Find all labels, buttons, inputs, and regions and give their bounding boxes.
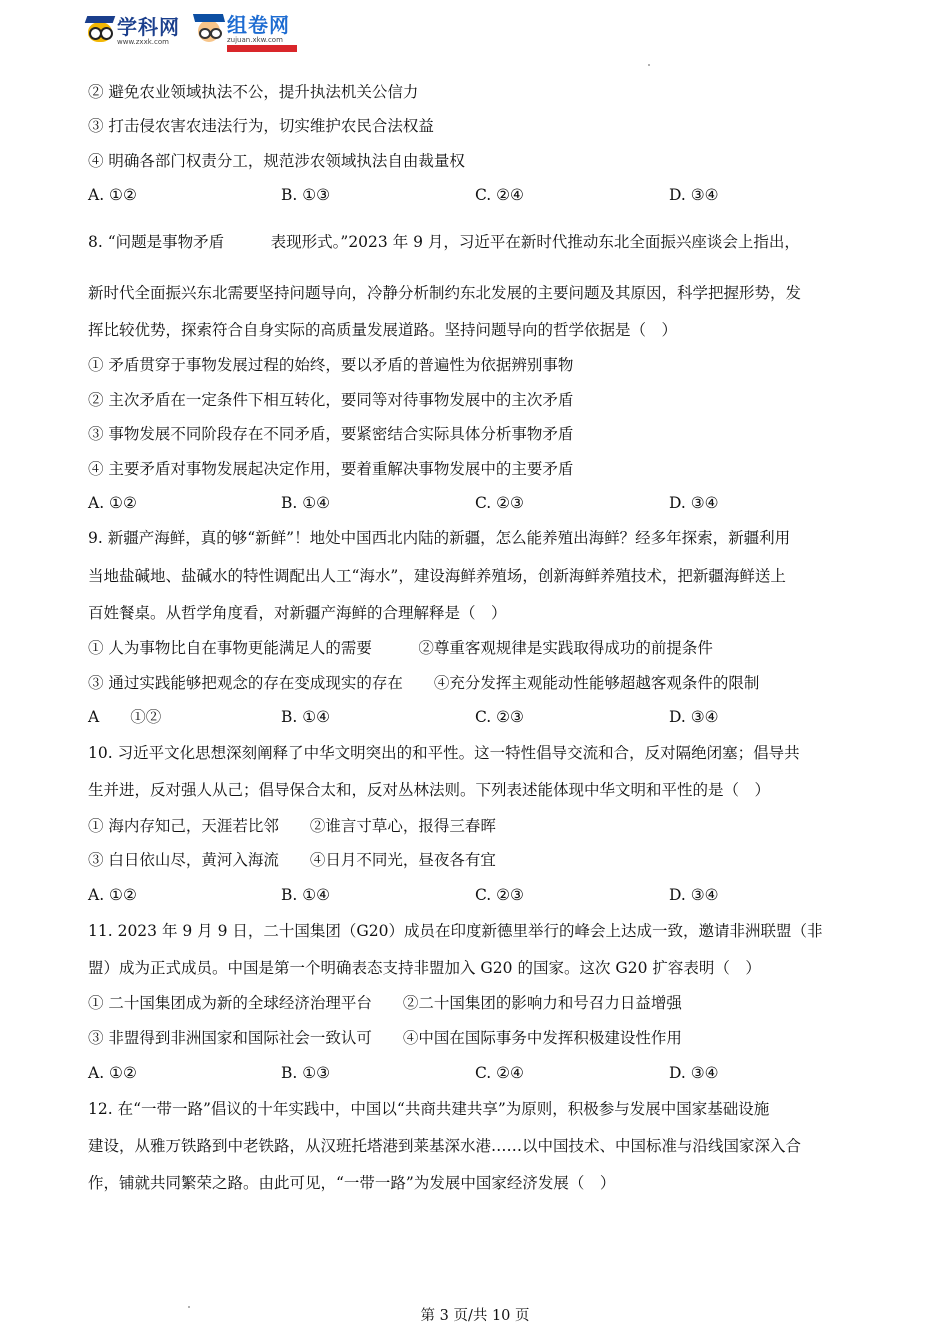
answer-c: C. ②③ (475, 886, 524, 904)
answer-options-q7 (88, 184, 864, 206)
page-header (86, 14, 346, 54)
answer-d: D. ③④ (669, 494, 719, 512)
question-text: 12. 在“一带一路”倡议的十年实践中，中国以“共商共建共享”为原则，积极参与发展中国家基础设施 (88, 1100, 770, 1118)
option-line: ① 二十国集团成为新的全球经济治理平台 ②二十国集团的影响力和号召力日益增强 (88, 994, 682, 1012)
zujuan-brand-url: zujuan.xkw.com (227, 36, 283, 44)
kid-mascot-icon (194, 14, 224, 48)
option-line: ④ 明确各部门权责分工，规范涉农领域执法自由裁量权 (88, 152, 465, 170)
answer-b: B. ①③ (281, 186, 331, 204)
zujuan-red-bar (227, 45, 297, 52)
option-line: ② 主次矛盾在一定条件下相互转化，要同等对待事物发展中的主次矛盾 (88, 391, 574, 409)
option-line: ① 矛盾贯穿于事物发展过程的始终，要以矛盾的普遍性为依据辨别事物 (88, 356, 574, 374)
answer-a: A. ①② (88, 494, 137, 512)
question-text: 9. 新疆产海鲜，真的够“新鲜”！地处中国西北内陆的新疆，怎么能养殖出海鲜？经多年探索，新疆利用 (88, 529, 791, 547)
option-line: ① 海内存知己，天涯若比邻 ②谁言寸草心，报得三春晖 (88, 817, 496, 835)
question-text: 挥比较优势，探索符合自身实际的高质量发展道路。坚持问题导向的哲学依据是（ ） (88, 321, 678, 339)
owl-mascot-icon (86, 16, 114, 44)
answer-options-q9 (88, 706, 864, 728)
question-text: 作，铺就共同繁荣之路。由此可见，“一带一路”为发展中国家经济发展（ ） (88, 1174, 616, 1192)
option-line: ① 人为事物比自在事物更能满足人的需要 ②尊重客观规律是实践取得成功的前提条件 (88, 639, 713, 657)
question-text: 新时代全面振兴东北需要坚持问题导向，冷静分析制约东北发展的主要问题及其原因，科学把握形势，发 (88, 284, 802, 302)
answer-d: D. ③④ (669, 886, 719, 904)
answer-a: A. ①② (88, 886, 137, 904)
option-line: ③ 打击侵农害农违法行为，切实维护农民合法权益 (88, 117, 434, 135)
answer-d: D. ③④ (669, 1064, 719, 1082)
answer-a: A. ①② (88, 1064, 137, 1082)
question-text: 建设，从雅万铁路到中老铁路，从汉班托塔港到莱基深水港……以中国技术、中国标准与沿线国家深入合 (88, 1137, 802, 1155)
scan-dot (648, 64, 650, 66)
question-text: 10. 习近平文化思想深刻阐释了中华文明突出的和平性。这一特性倡导交流和合，反对隔绝闭塞；倡导共 (88, 744, 800, 762)
xkw-logo (86, 16, 180, 47)
zujuan-logo (194, 14, 297, 52)
option-line: ② 避免农业领域执法不公，提升执法机关公信力 (88, 83, 419, 101)
question-text: 11. 2023 年 9 月 9 日，二十国集团（G20）成员在印度新德里举行的峰会上达成一致，邀请非洲联盟（非 (88, 922, 823, 940)
xkw-brand-url: www.zxxk.com (117, 38, 169, 46)
xkw-brand-name: 学科网 (117, 15, 180, 39)
answer-options-q11 (88, 1062, 864, 1084)
answer-b: B. ①④ (281, 886, 331, 904)
answer-options-q10 (88, 884, 864, 906)
page-number: 第 3 页/共 10 页 (420, 1308, 530, 1324)
option-line: ③ 通过实践能够把观念的存在变成现实的存在 ④充分发挥主观能动性能够超越客观条件的限制 (88, 674, 760, 692)
option-line: ③ 事物发展不同阶段存在不同矛盾，要紧密结合实际具体分析事物矛盾 (88, 425, 574, 443)
answer-d: D. ③④ (669, 708, 719, 726)
answer-c: C. ②③ (475, 494, 524, 512)
option-line: ③ 非盟得到非洲国家和国际社会一致认可 ④中国在国际事务中发挥积极建设性作用 (88, 1029, 682, 1047)
question-text: 百姓餐桌。从哲学角度看，对新疆产海鲜的合理解释是（ ） (88, 604, 507, 622)
answer-a: A. ①② (88, 186, 137, 204)
option-line: ④ 主要矛盾对事物发展起决定作用，要着重解决事物发展中的主要矛盾 (88, 460, 574, 478)
answer-d: D. ③④ (669, 186, 719, 204)
question-text: 盟）成为正式成员。中国是第一个明确表态支持非盟加入 G20 的国家。这次 G20 扩容表明（ ） (88, 959, 761, 977)
answer-c: C. ②④ (475, 186, 524, 204)
option-line: ③ 白日依山尽，黄河入海流 ④日月不同光，昼夜各有宜 (88, 851, 496, 869)
answer-b: B. ①④ (281, 708, 331, 726)
answer-b: B. ①④ (281, 494, 331, 512)
question-text: 生并进，反对强人从己；倡导保合太和，反对丛林法则。下列表述能体现中华文明和平性的是（ ） (88, 781, 771, 799)
answer-b: B. ①③ (281, 1064, 331, 1082)
question-text: 8. “问题是事物矛盾 表现形式。”2023 年 9 月，习近平在新时代推动东北全面振兴座谈会上指出， (88, 233, 800, 251)
answer-c: C. ②③ (475, 708, 524, 726)
answer-a: A ①② (88, 708, 162, 726)
answer-options-q8 (88, 492, 864, 514)
question-text: 当地盐碱地、盐碱水的特性调配出人工“海水”，建设海鲜养殖场，创新海鲜养殖技术，把新疆海鲜送上 (88, 567, 786, 585)
answer-c: C. ②④ (475, 1064, 524, 1082)
zujuan-brand-name: 组卷网 (227, 13, 290, 37)
